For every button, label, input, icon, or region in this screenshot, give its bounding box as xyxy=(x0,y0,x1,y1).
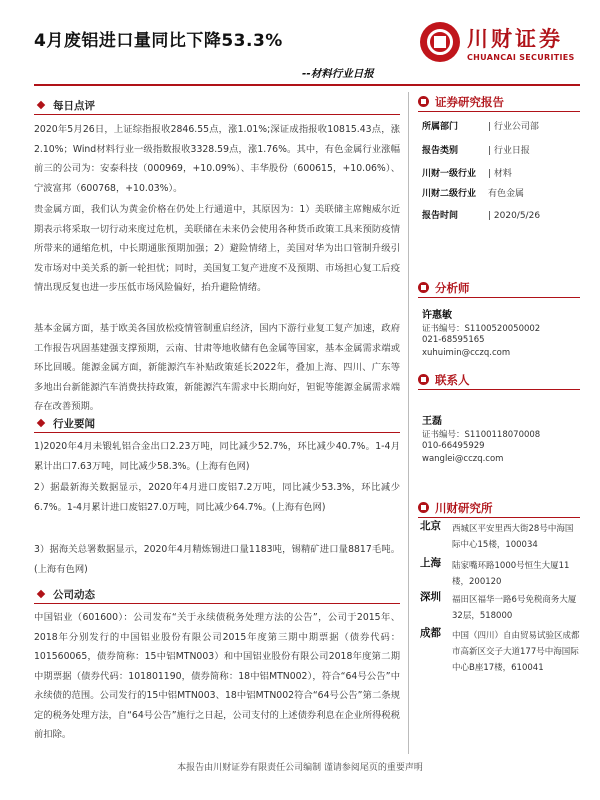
analyst-phone: 021-68595165 xyxy=(422,335,485,345)
sidebar-divider xyxy=(418,517,580,518)
office-city: 成都 xyxy=(420,627,441,639)
daily-paragraph-1: 2020年5月26日，上证综指报收2846.55点，涨1.01%;深证成指报收10815.43点，涨2.10%；Wind材料行业一级指数报收3328.59点，涨1.76%。其中，有色金属行业涨幅前三的公司为：安泰科技（000969，+10.09%）、丰华股份（600615，+10.06%）、宁波富邦（600768，+10.03%）。 xyxy=(34,124,400,194)
office-city: 上海 xyxy=(420,557,441,569)
sidebar-heading-report: 证券研究报告 xyxy=(418,94,504,110)
industry-news-item: 1)2020年4月未锻轧铝合金出口2.23万吨，同比减少52.7%，环比减少40.7%。1-4月累计出口7.63万吨，同比减少58.3%。(上海有色网) xyxy=(34,441,400,472)
report-title: 4月废铝进口量同比下降53.3% xyxy=(34,31,283,51)
diamond-icon xyxy=(37,419,45,427)
daily-paragraph-2: 贵金属方面，我们认为黄金价格在仍处上行通道中，其原因为：1）美联储主席鲍威尔近期表示将采取一切行动来度过危机，美联储在未来仍会使用各种货币政策工具来预防疫情所带来的通缩危机，中长期通胀预期加强；2）避险情绪上，美国对华为出口管制升级引发市场对中美关系的新一轮担忧；同时，美国复工复产进度不及预期、市场担心复工后疫情出现反复也进一步压低市场风险偏好，抬升避险情绪。 xyxy=(34,204,400,293)
info-row-department: 所属部门 | 行业公司部 xyxy=(422,122,539,132)
office-city: 北京 xyxy=(420,520,441,532)
section-divider xyxy=(34,603,400,604)
office-address: 中国（四川）自由贸易试验区成都市高新区交子大道177号中海国际中心B座17楼，610041 xyxy=(452,631,580,673)
analyst-icon xyxy=(418,282,429,293)
section-divider xyxy=(34,114,400,115)
section-heading-daily: 每日点评 xyxy=(38,98,95,113)
daily-paragraph-3: 基本金属方面，基于欧美各国放松疫情管制重启经济，国内下游行业复工复产加速，政府工作报告巩固基建强支撑预期，云南、甘肃等地收储有色金属等国家，基本金属需求端或环比回暖。能源金属方面，新能源汽车补贴政策延长2022年，叠加上海、四川、广东等多地出台新能源汽车消费扶持政策，新能源汽车需求中长期向好，钽铌等能源金属需求端存在改善预期。 xyxy=(34,323,400,412)
sidebar-divider xyxy=(418,297,580,298)
section-heading-industry: 行业要闻 xyxy=(38,416,95,431)
contact-icon xyxy=(418,374,429,385)
analyst-name: 许惠敏 xyxy=(422,310,452,321)
contact-email[interactable]: wanglei@cczq.com xyxy=(422,454,504,464)
info-row-industry-l2: 川财二级行业 有色金属 xyxy=(422,189,525,199)
diamond-icon xyxy=(37,101,45,109)
report-subtitle: --材料行业日报 xyxy=(302,68,374,80)
contact-phone: 010-66495929 xyxy=(422,441,485,451)
industry-news-item: 3）据海关总署数据显示，2020年4月精炼锡进口量1183吨，锡精矿进口量8817毛吨。(上海有色网) xyxy=(34,544,400,575)
diamond-icon xyxy=(37,590,45,598)
company-news-paragraph: 中国铝业（601600）：公司发布“关于永续债税务处理方法的公告”，公司于2015年、2018年分别发行的中国铝业股份有限公司2015年度第三期中期票据（债券代码：101560065，债券简称：15中铝MTN003）和中国铝业股份有限公司2018年度第二期中期票据（债券代码：101801190，债券简称：18中铝MTN002），符合“64号公告”中永续债的范围。公司发行的15中铝MTN003、18中铝MTN002符合“64号公告”第二条规定的税务处理方法，自“64号公告”施行之日起，公司支付的上述债券利息在企业所得税税前扣除。 xyxy=(34,612,400,740)
sidebar-heading-contact: 联系人 xyxy=(418,372,470,388)
contact-cert: 证书编号：S1100118070008 xyxy=(422,430,541,440)
analyst-cert: 证书编号：S1100520050002 xyxy=(422,324,541,334)
analyst-email[interactable]: xuhuimin@cczq.com xyxy=(422,348,511,358)
sidebar-heading-analyst: 分析师 xyxy=(418,280,470,296)
contact-name: 王磊 xyxy=(422,416,442,427)
office-address: 福田区福华一路6号免税商务大厦32层，518000 xyxy=(452,595,577,621)
logo-name-cn: 川财证券 xyxy=(467,27,563,51)
office-address: 陆家嘴环路1000号恒生大厦11楼，200120 xyxy=(452,561,570,587)
sidebar-divider xyxy=(418,389,580,390)
office-city: 深圳 xyxy=(420,591,441,603)
sidebar-divider xyxy=(418,111,580,112)
industry-news-item: 2）据最新海关数据显示，2020年4月进口废铝7.2万吨，同比减少53.3%，环比减少6.7%。1-4月累计进口废铝27.0万吨，同比减少64.7%。(上海有色网) xyxy=(34,482,400,513)
column-divider xyxy=(408,92,409,754)
sidebar-heading-institute: 川财研究所 xyxy=(418,500,493,516)
info-row-report-date: 报告时间 | 2020/5/26 xyxy=(422,211,541,221)
section-heading-company: 公司动态 xyxy=(38,587,95,602)
page-footer: 本报告由川财证券有限责任公司编制 谨请参阅尾页的重要声明 xyxy=(177,763,423,773)
report-icon xyxy=(418,96,429,107)
info-row-report-type: 报告类别 | 行业日报 xyxy=(422,146,530,156)
institute-icon xyxy=(418,502,429,513)
company-logo xyxy=(420,22,580,68)
logo-emblem-icon xyxy=(420,22,460,62)
header-divider xyxy=(34,84,580,86)
office-address: 西城区平安里西大街28号中海国际中心15楼，100034 xyxy=(452,524,574,550)
info-row-industry-l1: 川财一级行业 | 材料 xyxy=(422,169,512,179)
section-divider xyxy=(34,432,400,433)
logo-name-en: CHUANCAI SECURITIES xyxy=(467,53,575,62)
